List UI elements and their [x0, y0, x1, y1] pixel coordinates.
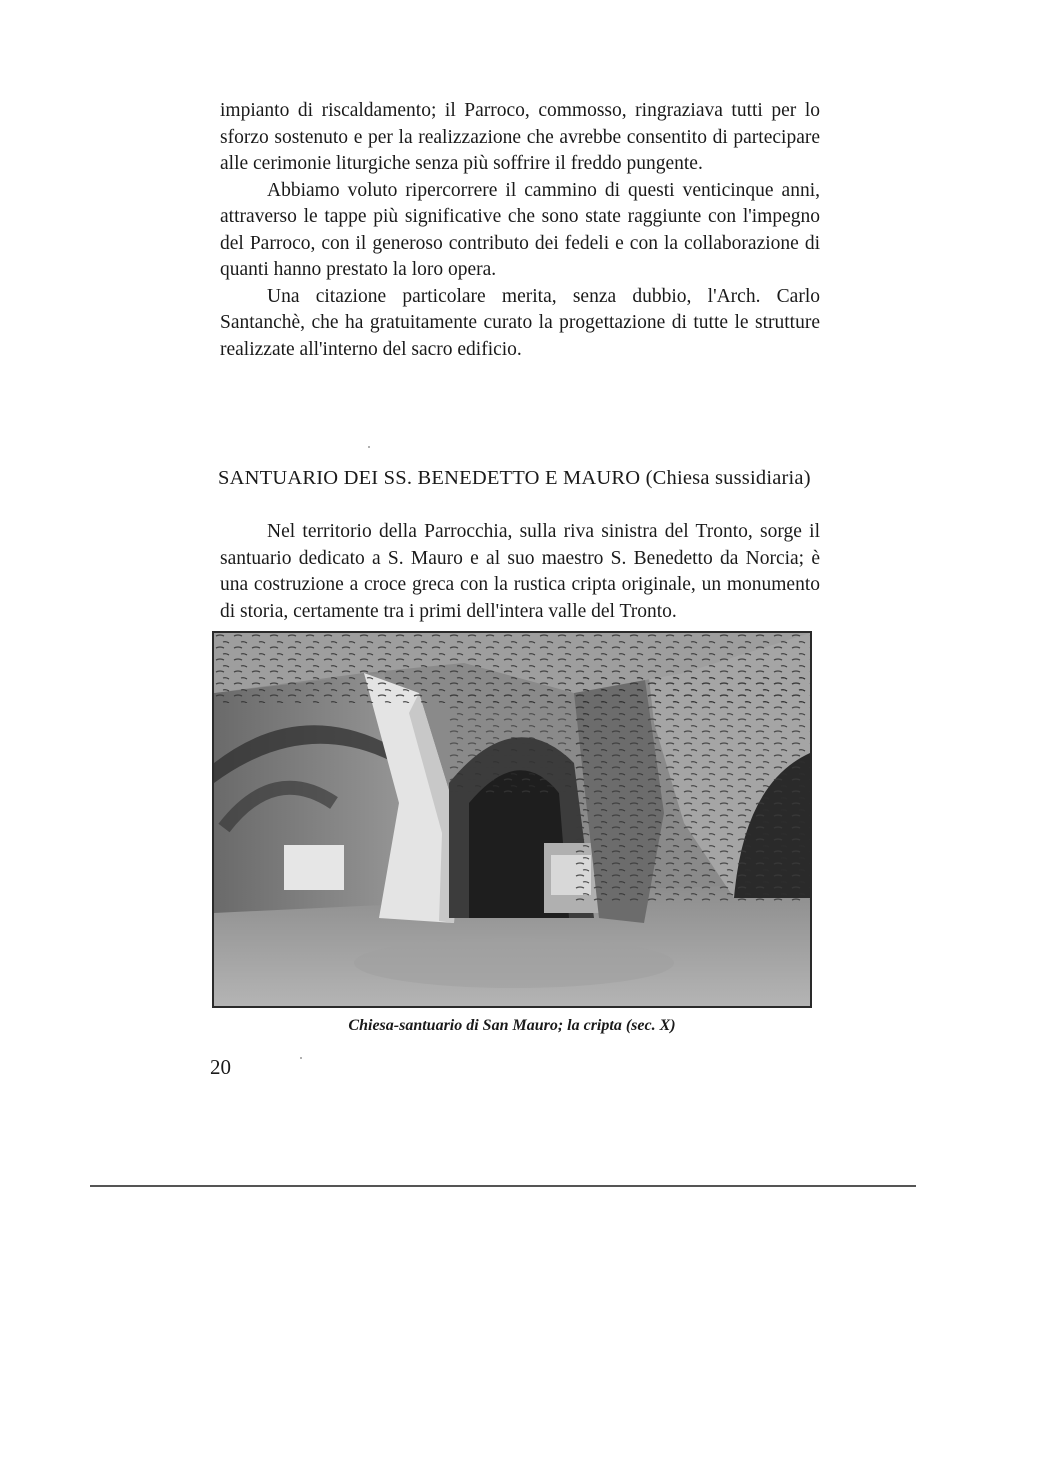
crypt-photo — [212, 631, 812, 1008]
scan-speck — [300, 1057, 302, 1059]
photo-caption: Chiesa-santuario di San Mauro; la cripta (sec. X) — [348, 1017, 676, 1034]
section-heading: SANTUARIO DEI SS. BENEDETTO E MAURO (Chiesa sussidiaria) — [218, 467, 811, 489]
section-body — [220, 519, 820, 625]
paragraph: Una citazione particolare merita, senza dubbio, l'Arch. Carlo Santanchè, che ha gratuitamente curato la progettazione di tutte le strutture realizzate all'interno del sacro edificio. — [220, 285, 820, 360]
paragraph: Abbiamo voluto ripercorrere il cammino di questi venticinque anni, attraverso le tappe più significative che sono state raggiunte con l'impegno del Parroco, con il generoso contributo dei fedeli e con la collaborazione di quanti hanno prestato la loro opera. — [220, 179, 820, 280]
scan-speck — [368, 446, 370, 448]
bottom-rule — [90, 1185, 916, 1187]
paragraph-continuation: impianto di riscaldamento; il Parroco, commosso, ringraziava tutti per lo sforzo sostenuto e per la realizzazione che avrebbe consentito di partecipare alle cerimonie liturgiche senza più soffrire il freddo pungente. — [220, 100, 820, 174]
page-number: 20 — [210, 1055, 231, 1079]
paragraph: Nel territorio della Parrocchia, sulla riva sinistra del Tronto, sorge il santuario dedicato a S. Mauro e al suo maestro S. Benedetto da Norcia; è una costruzione a croce greca con la rustica cripta originale, un monumento di storia, certamente tra i primi dell'intera valle del Tronto. — [220, 521, 820, 622]
body-text-top — [220, 98, 820, 363]
